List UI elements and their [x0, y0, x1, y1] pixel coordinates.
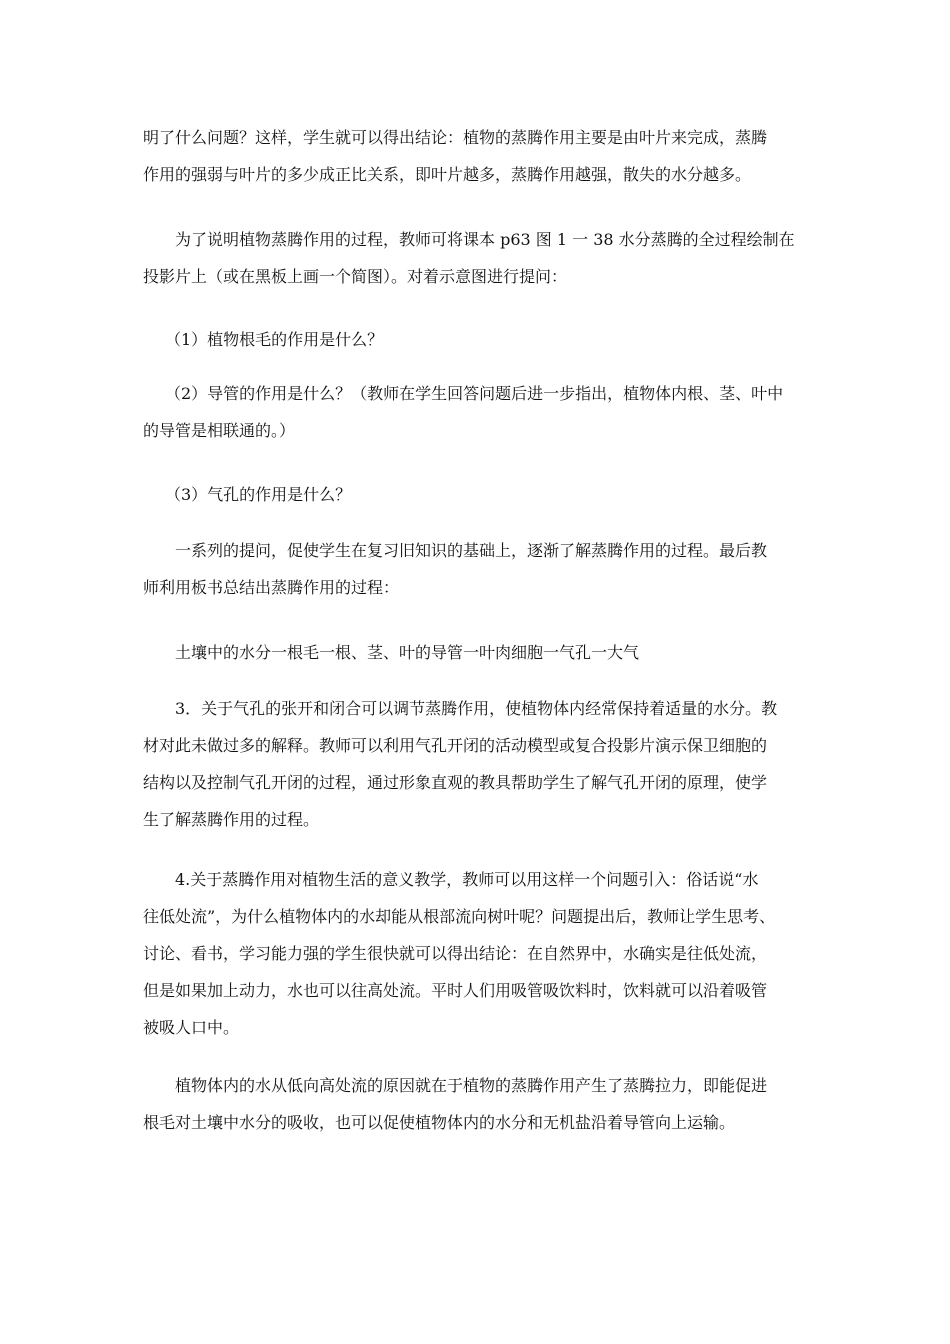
- text-line: 讨论、看书，学习能力强的学生很快就可以得出结论：在自然界中，水确实是往低处流，: [143, 944, 768, 963]
- paragraph-transpiration-pull: [143, 1067, 813, 1141]
- text-line: （2）导管的作用是什么？（教师在学生回答问题后进一步指出，植物体内根、茎、叶中: [165, 384, 784, 403]
- paragraph-point-4-significance: [143, 861, 813, 1046]
- text-line: 4.关于蒸腾作用对植物生活的意义教学，教师可以用这样一个问题引入：俗话说“水: [175, 870, 759, 889]
- text-line: 但是如果加上动力，水也可以往高处流。平时人们用吸管吸饮料时，饮料就可以沿着吸管: [143, 981, 768, 1000]
- paragraph-transpiration-process-intro: [143, 221, 813, 295]
- text-line: 被吸人口中。: [143, 1018, 240, 1037]
- question-1: [143, 321, 813, 358]
- text-line: 生了解蒸腾作用的过程。: [143, 810, 320, 829]
- paragraph-questions-summary: [143, 532, 813, 606]
- text-line: 投影片上（或在黑板上画一个简图）。对着示意图进行提问：: [143, 267, 568, 286]
- question-2: [143, 375, 813, 449]
- text-line: 作用的强弱与叶片的多少成正比关系，即叶片越多，蒸腾作用越强，散失的水分越多。: [143, 165, 752, 184]
- text-line: 根毛对土壤中水分的吸收，也可以促使植物体内的水分和无机盐沿着导管向上运输。: [143, 1113, 736, 1132]
- text-line: 为了说明植物蒸腾作用的过程，教师可将课本 p63 图 1 一 38 水分蒸腾的全过程绘制在: [175, 230, 795, 249]
- question-3: [143, 476, 813, 513]
- text-line: 师利用板书总结出蒸腾作用的过程：: [143, 578, 400, 597]
- text-line: （3）气孔的作用是什么？: [165, 485, 352, 504]
- transpiration-pathway: [143, 634, 813, 671]
- text-line: 一系列的提问，促使学生在复习旧知识的基础上，逐渐了解蒸腾作用的过程。最后教: [175, 541, 768, 560]
- text-line: 往低处流”，为什么植物体内的水却能从根部流向树叶呢？问题提出后，教师让学生思考、: [143, 907, 776, 926]
- text-line: 3．关于气孔的张开和闭合可以调节蒸腾作用，使植物体内经常保持着适量的水分。教: [175, 699, 778, 718]
- paragraph-point-3-stomata: [143, 690, 813, 838]
- text-line: 的导管是相联通的。）: [143, 421, 296, 440]
- text-line: 植物体内的水从低向高处流的原因就在于植物的蒸腾作用产生了蒸腾拉力，即能促进: [175, 1076, 768, 1095]
- text-line: 结构以及控制气孔开闭的过程，通过形象直观的教具帮助学生了解气孔开闭的原理，使学: [143, 773, 768, 792]
- text-line: 明了什么问题？这样，学生就可以得出结论：植物的蒸腾作用主要是由叶片来完成，蒸腾: [143, 128, 768, 147]
- text-line: 土壤中的水分一根毛一根、茎、叶的导管一叶肉细胞一气孔一大气: [175, 643, 640, 662]
- text-line: （1）植物根毛的作用是什么？: [165, 330, 384, 349]
- text-line: 材对此未做过多的解释。教师可以利用气孔开闭的活动模型或复合投影片演示保卫细胞的: [143, 736, 768, 755]
- paragraph-conclusion-leaf-transpiration: [143, 119, 813, 193]
